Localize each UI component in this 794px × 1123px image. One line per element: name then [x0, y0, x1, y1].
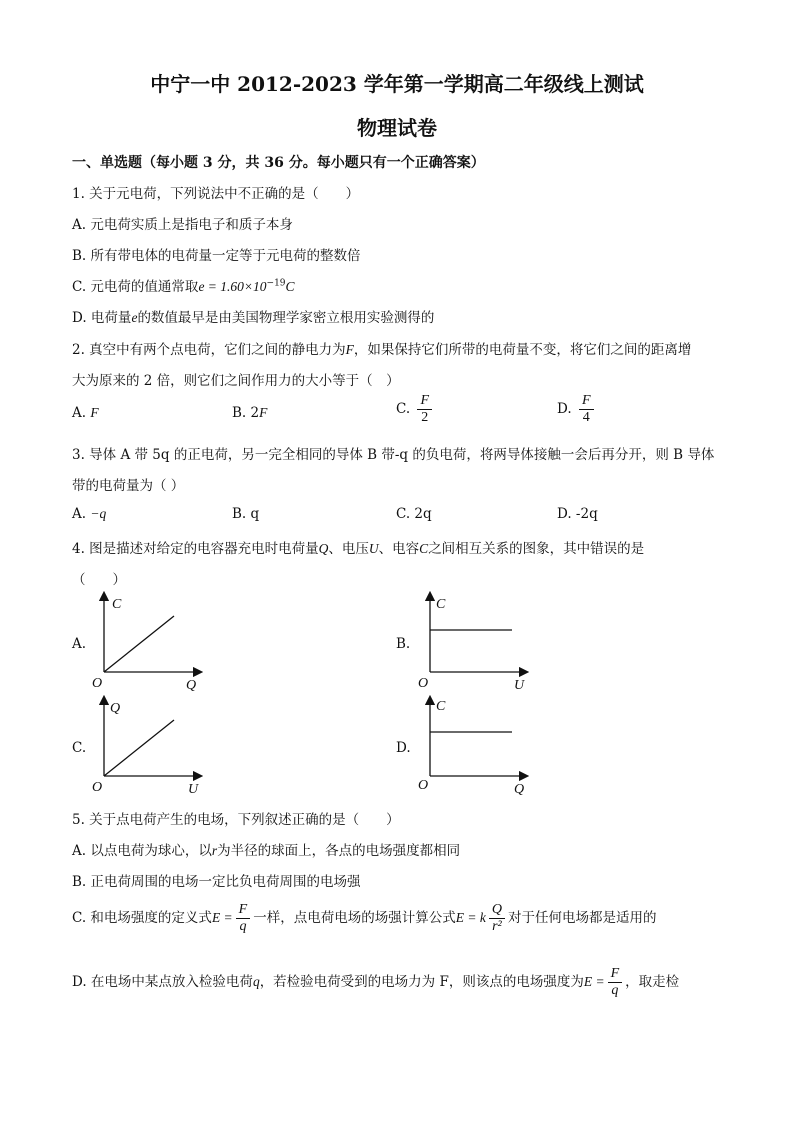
q1-option-a: A. 元电荷实质上是指电子和质子本身	[72, 217, 293, 233]
q4-stem-text: 4. 图是描述对给定的电容器充电时电荷量	[72, 541, 319, 557]
q5-option-a-text: A. 以点电荷为球心，以	[72, 843, 212, 859]
q5-option-d-text-2: ，若检验电荷受到的电场力为 F，则该点的电场强度为	[259, 974, 584, 990]
q5-option-a-var: r	[211, 843, 218, 858]
x-axis-label: U	[514, 678, 525, 692]
y-axis-label: Q	[110, 701, 121, 716]
q3-stem-line2: 带的电荷量为（ ）	[72, 478, 185, 494]
origin-label: O	[418, 676, 429, 691]
origin-label: O	[92, 676, 103, 691]
q1-option-d	[72, 306, 434, 326]
q4-var-u: U	[368, 541, 379, 556]
q1-option-c-formula: e = 1.60×10	[198, 279, 267, 294]
q5-option-a-text-2: 为半径的球面上，各点的电场强度都相同	[217, 843, 461, 859]
x-axis-label: Q	[186, 678, 197, 692]
q5-option-d	[72, 966, 679, 999]
q4-graph-a	[88, 590, 218, 692]
origin-label: O	[92, 780, 103, 795]
q5-option-d-var: q	[252, 974, 260, 989]
q2-option-a	[72, 405, 99, 421]
q2-stem-line1	[72, 338, 691, 358]
q5-option-d-f-den: q	[611, 983, 619, 998]
q5-option-a	[72, 839, 460, 859]
y-axis-label: C	[436, 597, 446, 612]
q2-option-b-label: B. 2	[232, 405, 260, 421]
q4-graph-c-label: C.	[72, 740, 87, 756]
q5-option-c	[72, 902, 656, 935]
q1-option-c	[72, 275, 295, 295]
q4-graph-b	[414, 590, 544, 692]
q3-option-a-label: A.	[72, 506, 87, 522]
q5-option-c-f1-den: q	[239, 919, 247, 934]
q4-var-c: C	[419, 541, 429, 556]
q1-option-d-text-2: 的数值最早是由美国物理学家密立根用实验测得的	[137, 310, 435, 326]
q2-stem-text: 2. 真空中有两个点电荷，它们之间的静电力为	[72, 342, 346, 358]
q2-option-c	[396, 393, 435, 426]
q3-option-a	[72, 506, 106, 522]
q2-option-d-numerator: F	[579, 393, 594, 410]
q2-stem-var: F	[345, 342, 354, 357]
q5-option-d-formula: E =	[583, 974, 605, 989]
q1-option-c-text: C. 元电荷的值通常取	[72, 279, 199, 295]
q1-option-d-var: e	[131, 310, 138, 325]
q2-option-d-denominator: 4	[582, 410, 590, 425]
q2-option-b	[232, 405, 267, 421]
q4-stem-sep2: 、电容	[378, 541, 420, 557]
q5-option-c-formula2: E = k	[455, 910, 486, 925]
q4-var-q: Q	[318, 541, 329, 556]
q2-option-b-value: F	[259, 405, 268, 420]
q5-option-c-text-3: 对于任何电场都是适用的	[507, 910, 657, 926]
graph-line	[104, 720, 174, 776]
q1-option-c-unit: C	[285, 279, 295, 294]
q2-option-c-label: C.	[396, 401, 411, 417]
q5-option-c-formula1: E =	[211, 910, 233, 925]
q1-option-c-exponent: −19	[266, 278, 286, 289]
q5-option-b: B. 正电荷周围的电场一定比负电荷周围的电场强	[72, 874, 361, 890]
q3-option-a-value: −q	[90, 506, 107, 521]
q2-option-a-value: F	[90, 405, 99, 420]
q2-option-c-denominator: 2	[421, 410, 429, 425]
q4-stem-line2: （ ）	[72, 572, 126, 588]
q5-stem: 5. 关于点电荷产生的电场，下列叙述正确的是（ ）	[72, 812, 400, 828]
q5-option-d-text: D. 在电场中某点放入检验电荷	[72, 974, 253, 990]
q2-option-d	[557, 393, 597, 426]
q4-stem-sep1: 、电压	[328, 541, 369, 557]
x-axis-label: U	[188, 782, 199, 796]
q2-option-d-label: D.	[557, 401, 572, 417]
q3-stem-line1: 3. 导体 A 带 5q 的正电荷，另一完全相同的导体 B 带-q 的负电荷，将两导体接触一会后再分开，则 B 导体	[72, 447, 715, 463]
section-heading: 一、单选题（每小题 3 分，共 36 分。每小题只有一个正确答案）	[72, 155, 485, 171]
q1-option-d-text: D. 电荷量	[72, 310, 132, 326]
q2-stem-line2: 大为原来的 2 倍，则它们之间作用力的大小等于（ ）	[72, 373, 400, 389]
q5-option-d-f-num: F	[608, 966, 623, 983]
q4-stem-text-2: 之间相互关系的图象，其中错误的是	[428, 541, 645, 557]
q2-option-a-label: A.	[72, 405, 87, 421]
q5-option-c-f2-den: r²	[492, 919, 502, 934]
q3-option-b: B. q	[232, 506, 260, 522]
q4-graph-a-label: A.	[72, 636, 87, 652]
q5-option-c-text-2: 一样，点电荷电场的场强计算公式	[253, 910, 456, 926]
q4-graph-d-label: D.	[396, 740, 411, 756]
q2-option-c-numerator: F	[417, 393, 432, 410]
q4-graph-d	[414, 694, 544, 796]
x-axis-label: Q	[514, 782, 525, 796]
graph-line	[104, 616, 174, 672]
page-title: 中宁一中 2012-2023 学年第一学期高二年级线上测试	[150, 72, 644, 96]
q2-stem-text-2: ，如果保持它们所带的电荷量不变，将它们之间的距离增	[353, 342, 692, 358]
q5-option-c-text: C. 和电场强度的定义式	[72, 910, 212, 926]
q1-stem: 1. 关于元电荷，下列说法中不正确的是（ ）	[72, 186, 360, 202]
origin-label: O	[418, 778, 429, 793]
q3-option-d: D. -2q	[557, 506, 598, 522]
q4-graph-c	[88, 694, 218, 796]
y-axis-label: C	[112, 597, 122, 612]
q3-option-c: C. 2q	[396, 506, 432, 522]
q5-option-c-f1-num: F	[236, 902, 251, 919]
q4-graph-b-label: B.	[396, 636, 411, 652]
q1-option-b: B. 所有带电体的电荷量一定等于元电荷的整数倍	[72, 248, 361, 264]
q4-stem-line1	[72, 537, 644, 557]
q5-option-c-f2-num: Q	[489, 902, 505, 919]
q5-option-d-text-3: ，取走检	[625, 974, 680, 990]
page-subtitle: 物理试卷	[357, 116, 437, 140]
y-axis-label: C	[436, 699, 446, 714]
